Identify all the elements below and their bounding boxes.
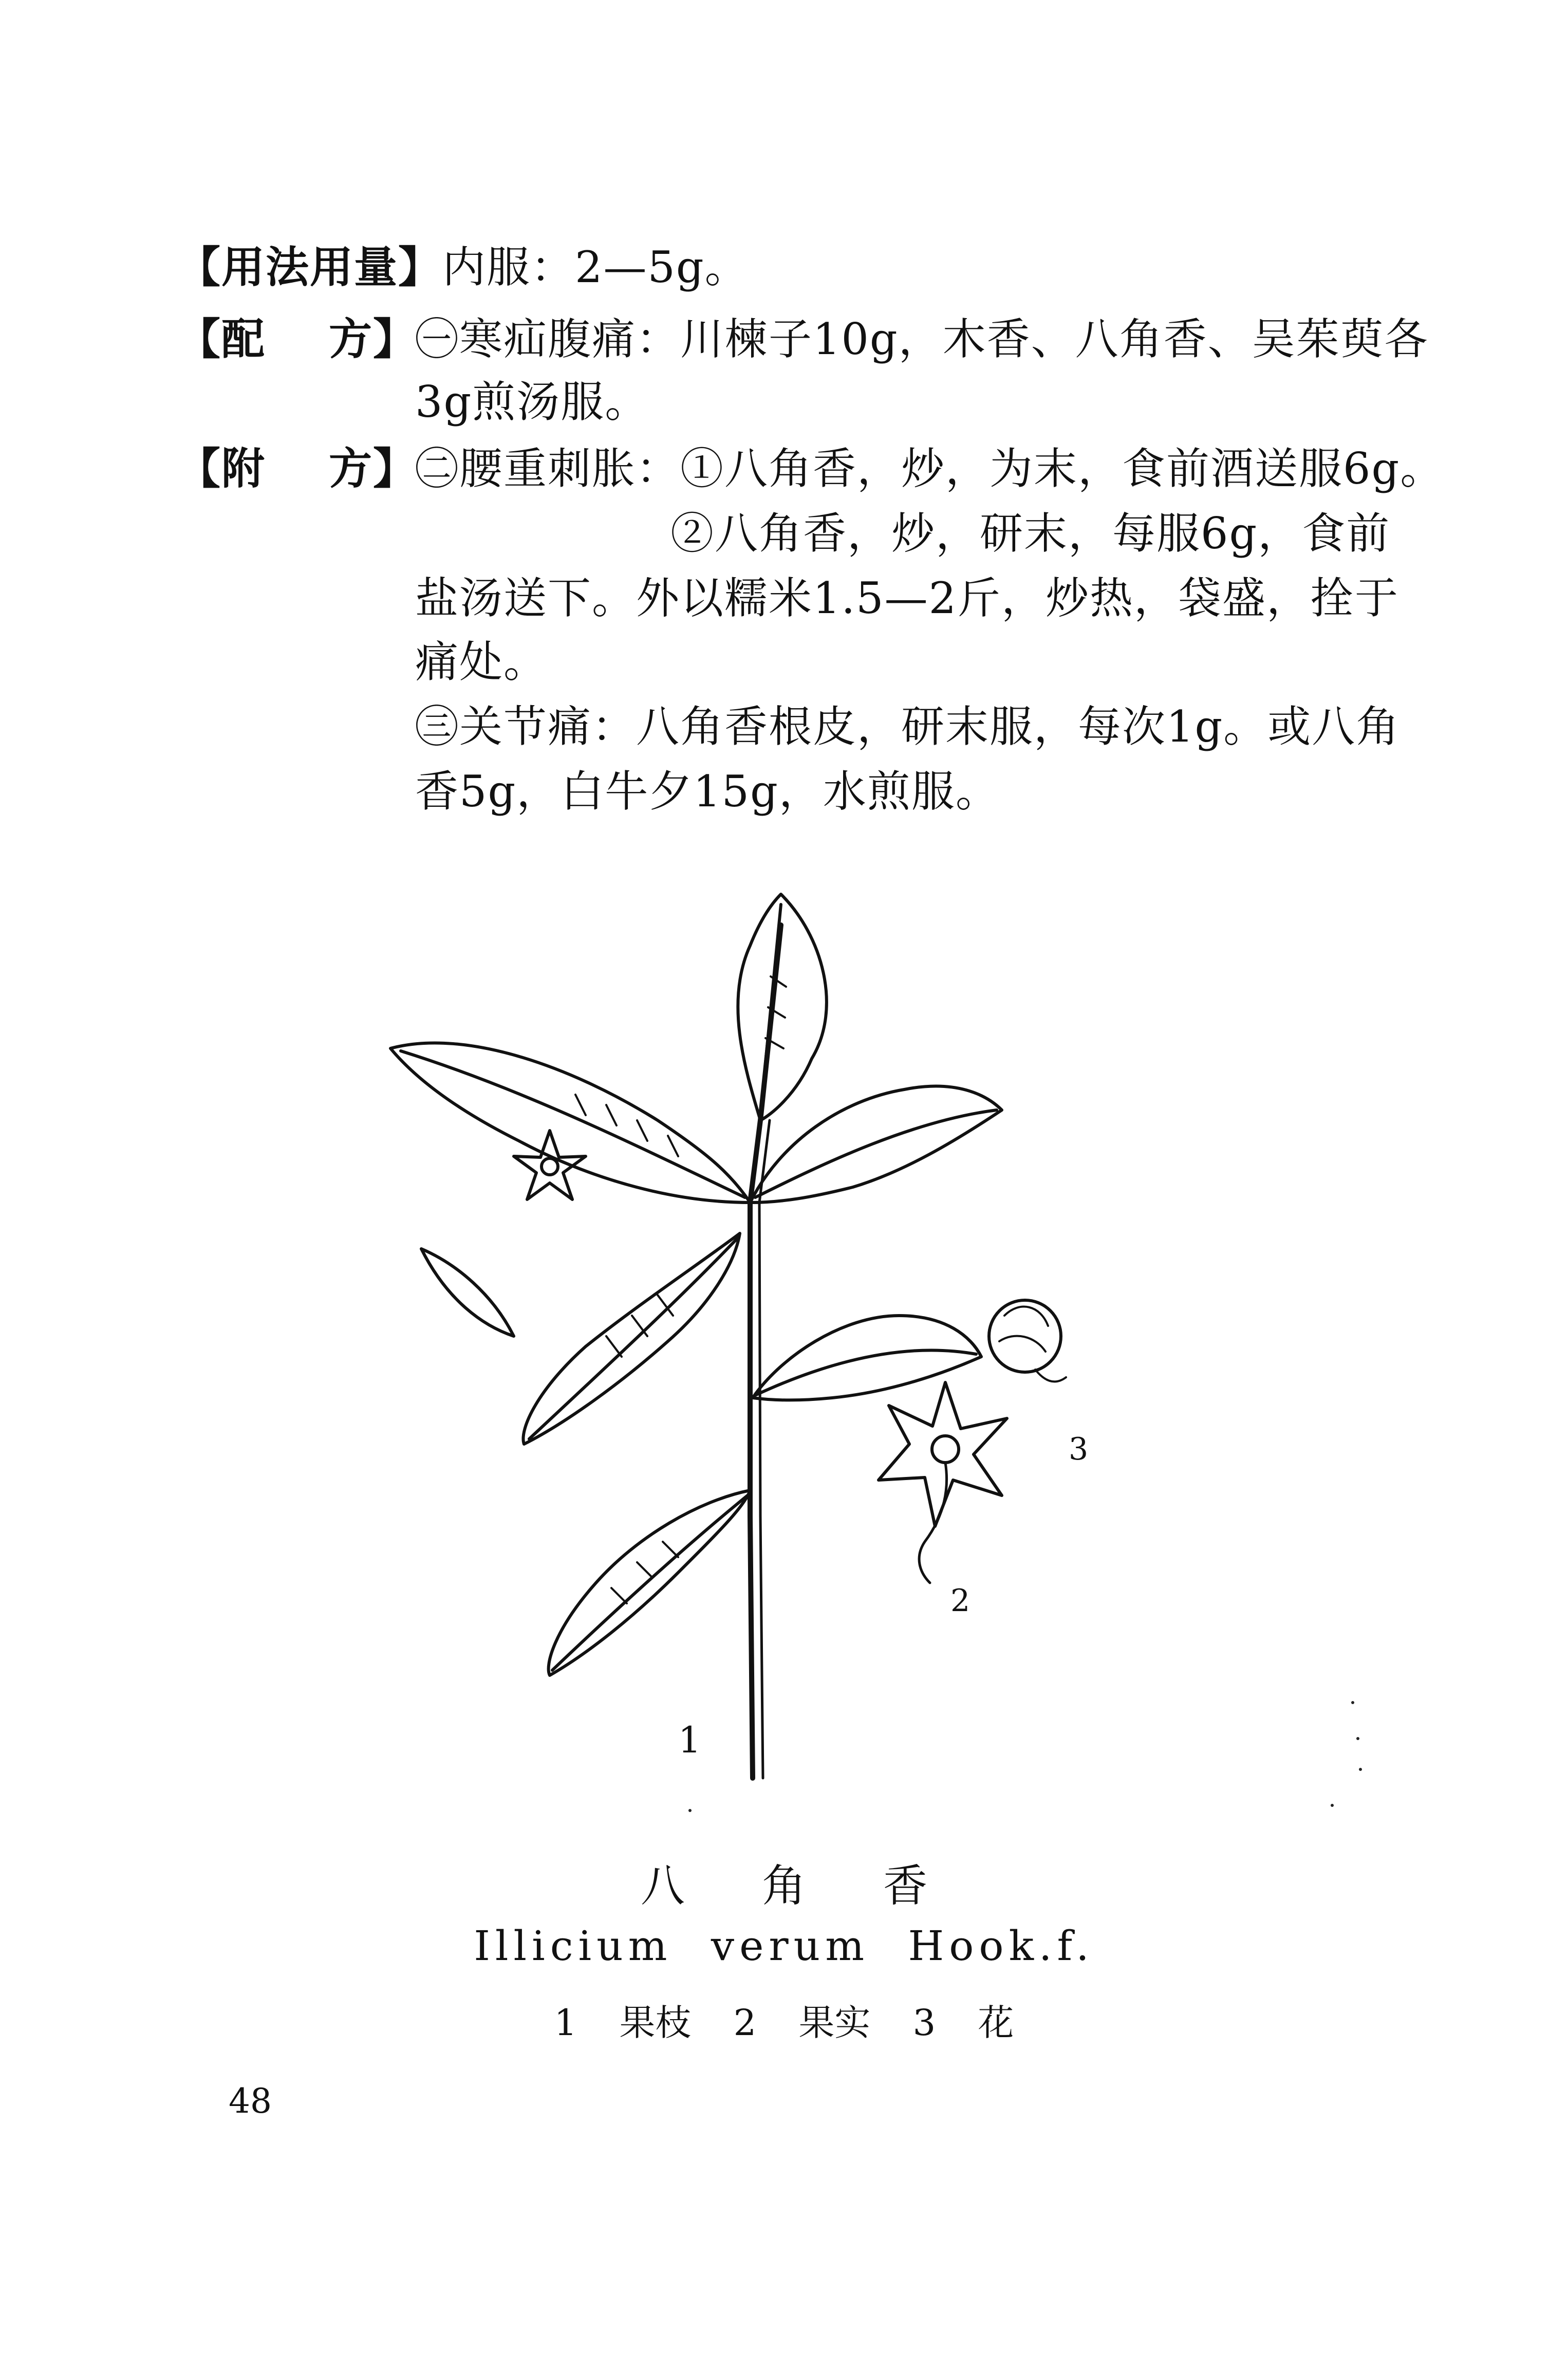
figure-label-3: 3 bbox=[1069, 1431, 1089, 1467]
appendix-line-3: 盐汤送下。外以糯米1.5—2斤，炒热，袋盛，拴于 bbox=[415, 573, 1399, 623]
branch-star-fruit bbox=[514, 1131, 586, 1199]
scan-speck bbox=[1331, 1804, 1334, 1807]
star-anise-illustration bbox=[390, 874, 1089, 1788]
dosage-line bbox=[177, 242, 749, 292]
appendix-line-4: 痛处。 bbox=[415, 637, 548, 687]
figure-label-1: 1 bbox=[678, 1719, 701, 1761]
appendix-label-right: 方】 bbox=[329, 444, 418, 494]
formula-line-2: 3g煎汤服。 bbox=[415, 377, 649, 427]
flower bbox=[989, 1300, 1066, 1381]
dosage-text: 内服：2—5g。 bbox=[442, 242, 749, 292]
formula-line-1: ㊀寒疝腹痛：川楝子10g，木香、八角香、吴茱萸各 bbox=[415, 314, 1429, 364]
small-left-leaf bbox=[421, 1249, 514, 1336]
appendix-line-5: ㊂关节痛：八角香根皮，研末服，每次1g。或八角 bbox=[415, 701, 1401, 752]
caption-parts: 1 果枝 2 果实 3 花 bbox=[554, 2002, 1014, 2044]
formula-label-right: 方】 bbox=[329, 314, 418, 364]
scan-speck bbox=[688, 1809, 692, 1812]
dosage-label: 【用法用量】 bbox=[177, 242, 443, 292]
appendix-line-2: ②八角香，炒，研末，每服6g，食前 bbox=[670, 508, 1391, 559]
caption-chinese-name: 八角香 bbox=[641, 1860, 1004, 1912]
page-number: 48 bbox=[229, 2081, 272, 2121]
scan-speck bbox=[1359, 1768, 1362, 1771]
star-fruit bbox=[879, 1382, 1007, 1583]
upper-right-leaf bbox=[750, 1086, 1002, 1203]
appendix-label-left: 【附 bbox=[177, 444, 266, 494]
scan-speck bbox=[1351, 1701, 1354, 1704]
caption-latin-name: Illicium verum Hook.f. bbox=[474, 1922, 1094, 1970]
appendix-line-1: ㊁腰重刺胀：①八角香，炒，为末，食前酒送服6g。 bbox=[415, 444, 1445, 494]
formula-label-left: 【配 bbox=[177, 314, 266, 364]
appendix-line-6: 香5g，白牛夕15g，水煎服。 bbox=[415, 766, 1000, 817]
scan-speck bbox=[1356, 1737, 1359, 1740]
figure-label-2: 2 bbox=[950, 1583, 970, 1619]
